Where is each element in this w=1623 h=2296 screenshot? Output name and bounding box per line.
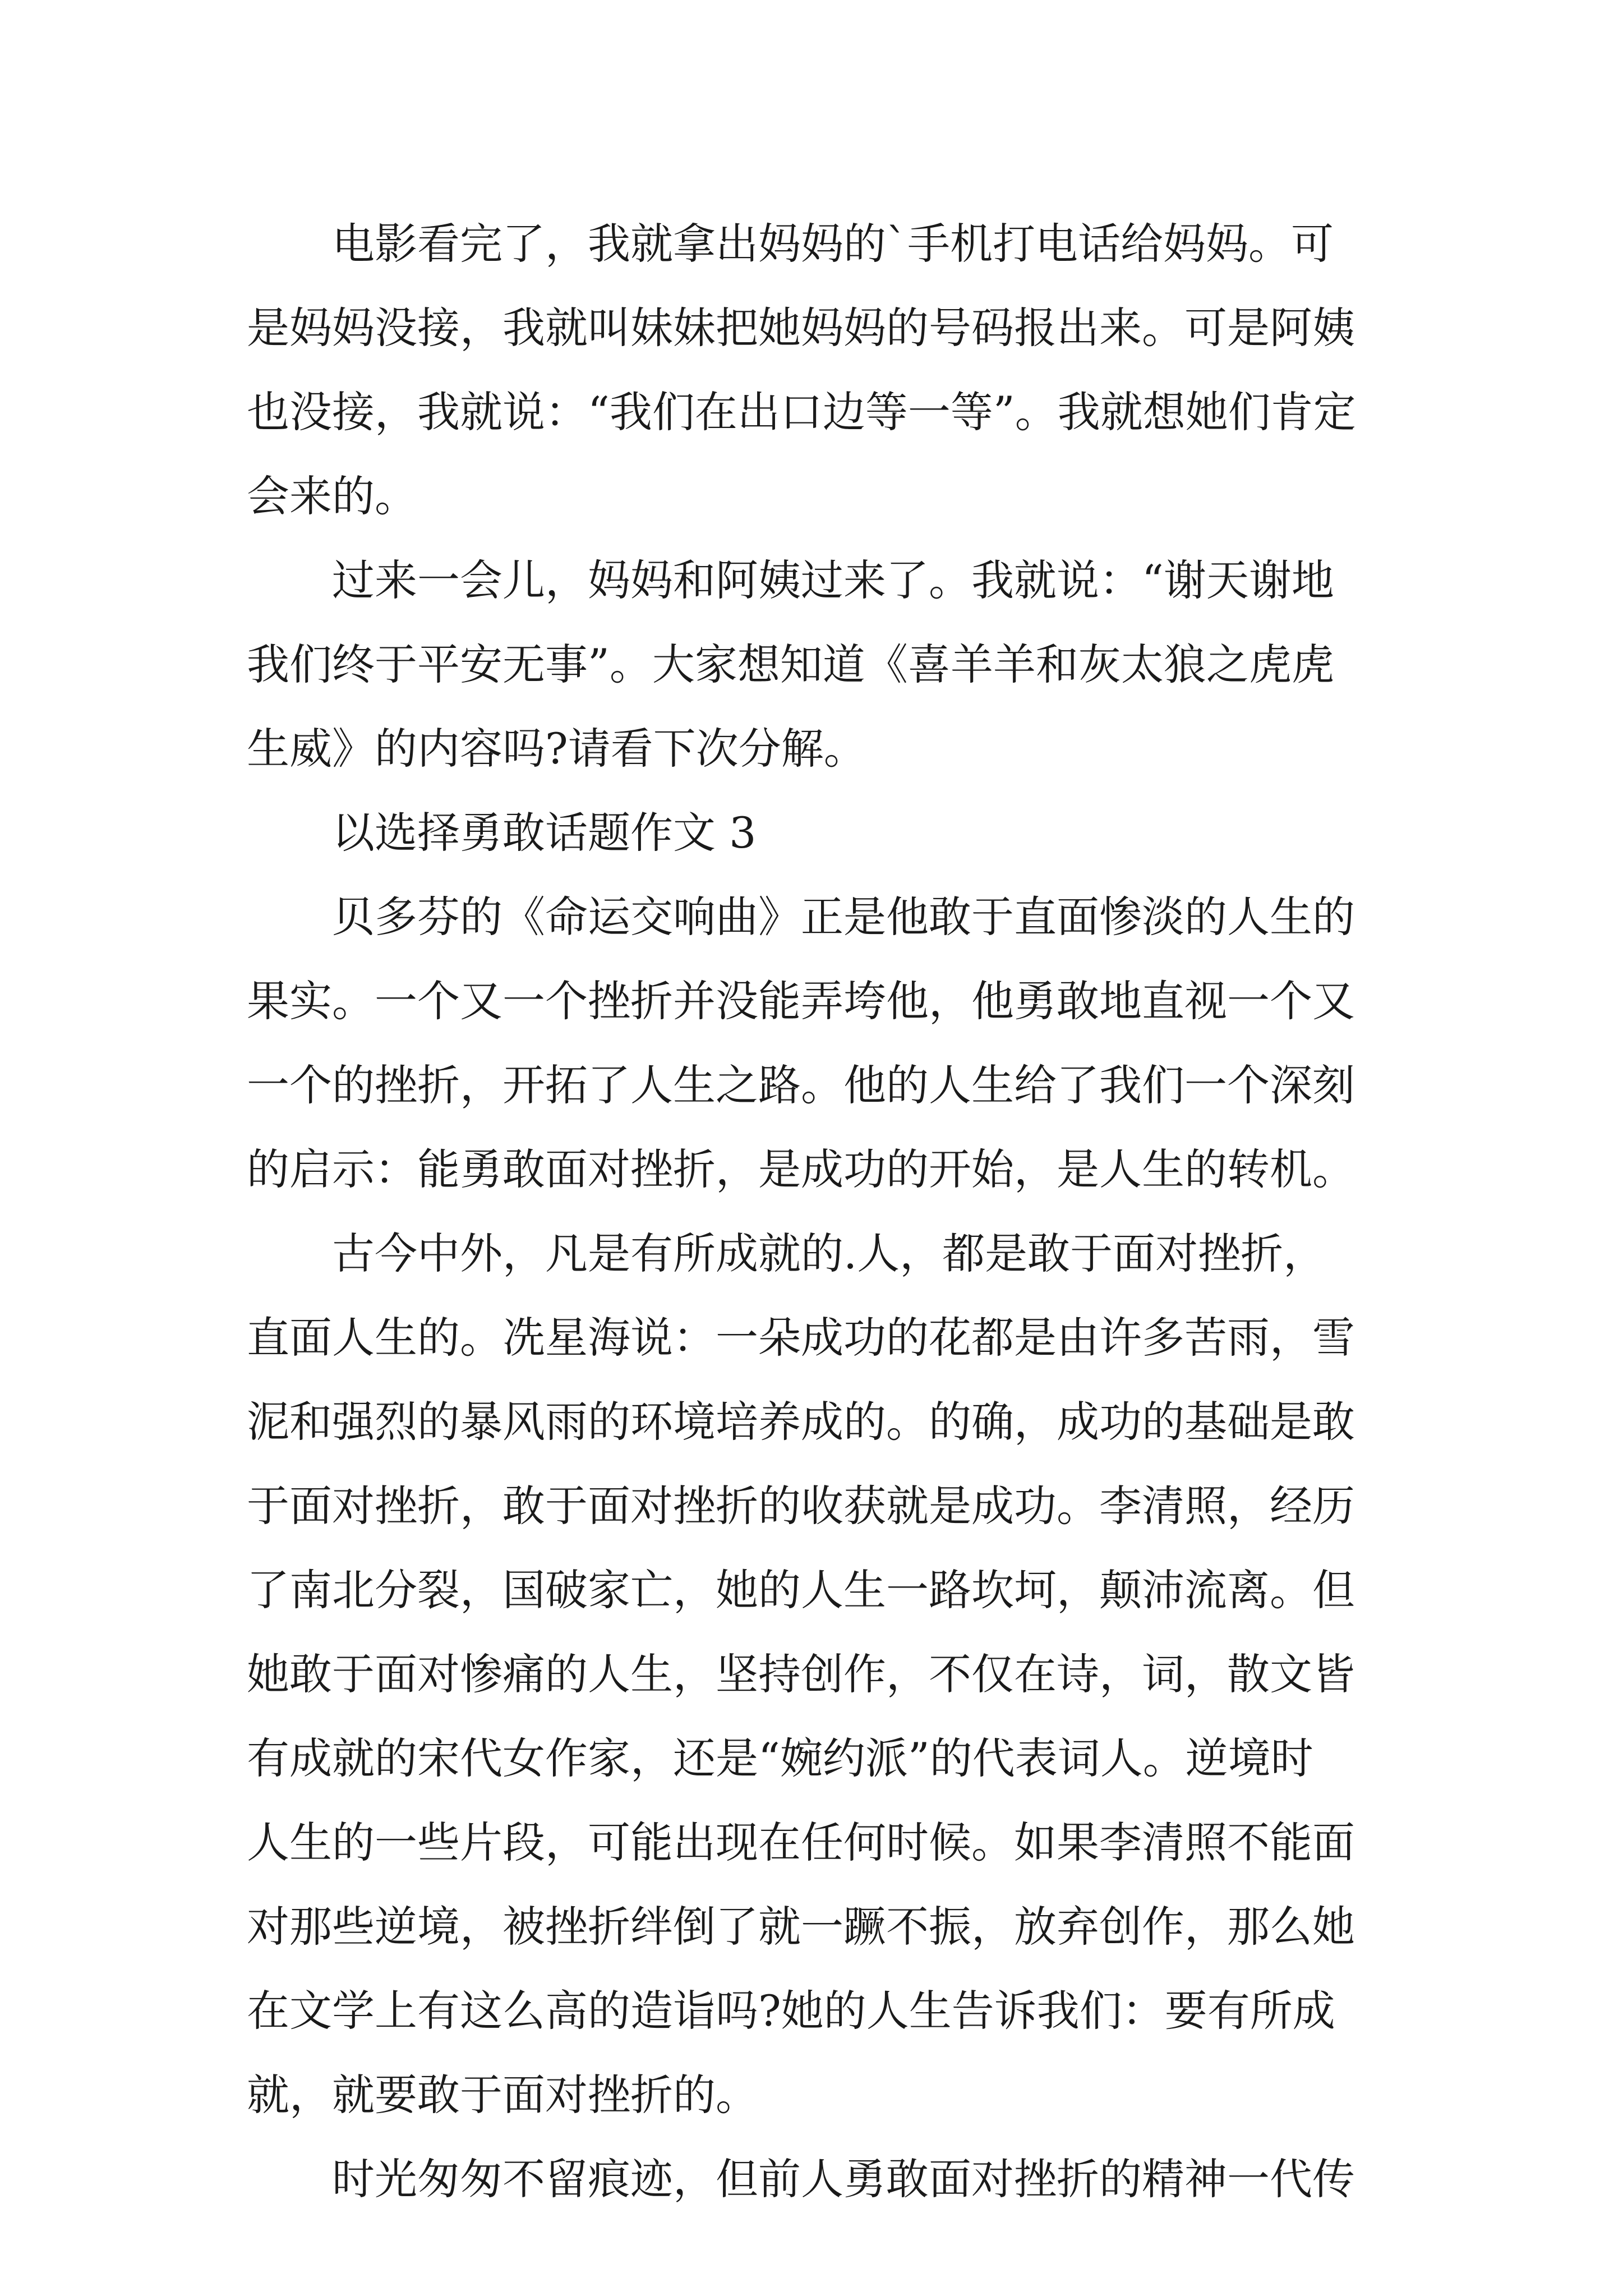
text-line: 果实。一个又一个挫折并没能弄垮他，他勇敢地直视一个又: [247, 976, 1355, 1026]
text-line: 她敢于面对惨痛的人生，坚持创作，不仅在诗，词，散文皆: [247, 1649, 1355, 1699]
text-line: 电影看完了，我就拿出妈妈的`手机打电话给妈妈。可: [332, 219, 1334, 269]
text-line: 贝多芬的《命运交响曲》正是他敢于直面惨淡的人生的: [332, 892, 1355, 942]
text-line: 对那些逆境，被挫折绊倒了就一蹶不振，放弃创作，那么她: [247, 1902, 1355, 1952]
document-body: [247, 202, 1380, 2221]
text-line: 一个的挫折，开拓了人生之路。他的人生给了我们一个深刻: [247, 1060, 1355, 1110]
text-line: 就，就要敢于面对挫折的。: [247, 2070, 758, 2120]
text-line: 过来一会儿，妈妈和阿姨过来了。我就说：“谢天谢地: [332, 555, 1334, 605]
text-line: 也没接，我就说：“我们在出口边等一等”。我就想她们肯定: [247, 387, 1356, 437]
text-line: 了南北分裂，国破家亡，她的人生一路坎坷，颠沛流离。但: [247, 1565, 1355, 1615]
text-line: 人生的一些片段，可能出现在任何时候。如果李清照不能面: [247, 1818, 1355, 1867]
text-line: 于面对挫折，敢于面对挫折的收获就是成功。李清照，经历: [247, 1481, 1355, 1531]
text-line: 的启示：能勇敢面对挫折，是成功的开始，是人生的转机。: [247, 1144, 1355, 1194]
text-line: 是妈妈没接，我就叫妹妹把她妈妈的号码报出来。可是阿姨: [247, 303, 1355, 353]
text-line: 生威》的内容吗?请看下次分解。: [247, 724, 866, 774]
text-line: 有成就的宋代女作家，还是“婉约派”的代表词人。逆境时: [247, 1733, 1313, 1783]
section-heading: 以选择勇敢话题作文 3: [332, 808, 757, 858]
text-line: 在文学上有这么高的造诣吗?她的人生告诉我们：要有所成: [247, 1986, 1335, 2036]
text-line: 古今中外，凡是有所成就的.人，都是敢于面对挫折，: [332, 1228, 1326, 1278]
text-line: 泥和强烈的暴风雨的环境培养成的。的确，成功的基础是敢: [247, 1397, 1355, 1447]
text-line: 会来的。: [247, 471, 417, 521]
text-line: 直面人生的。冼星海说：一朵成功的花都是由许多苦雨，雪: [247, 1313, 1355, 1363]
text-line: 我们终于平安无事”。大家想知道《喜羊羊和灰太狼之虎虎: [247, 639, 1334, 689]
text-line: 时光匆匆不留痕迹，但前人勇敢面对挫折的精神一代传: [332, 2154, 1355, 2204]
